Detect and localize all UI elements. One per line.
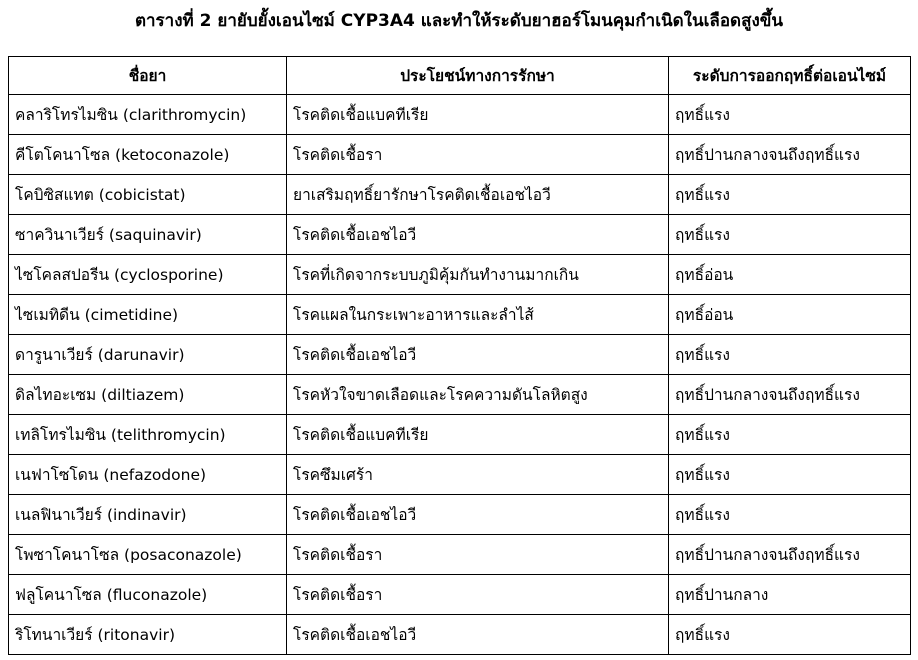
table-row <box>9 575 911 615</box>
cell-enzyme-level: ฤทธิ์ปานกลางจนถึงฤทธิ์แรง <box>669 535 911 575</box>
table-row <box>9 415 911 455</box>
table-row <box>9 135 911 175</box>
table-row <box>9 535 911 575</box>
table-row <box>9 455 911 495</box>
cell-therapeutic-use: โรคติดเชื้อแบคทีเรีย <box>287 95 669 135</box>
cell-therapeutic-use: โรคติดเชื้อเอชไอวี <box>287 495 669 535</box>
cell-drug-name: ดิลไทอะเซม (diltiazem) <box>9 375 287 415</box>
table-row <box>9 375 911 415</box>
cell-therapeutic-use: โรคที่เกิดจากระบบภูมิคุ้มกันทำงานมากเกิน <box>287 255 669 295</box>
table-row <box>9 215 911 255</box>
cell-drug-name: คลาริโทรไมซิน (clarithromycin) <box>9 95 287 135</box>
cell-enzyme-level: ฤทธิ์แรง <box>669 95 911 135</box>
header-therapeutic-use: ประโยชน์ทางการรักษา <box>287 57 669 95</box>
cell-therapeutic-use: โรคซึมเศร้า <box>287 455 669 495</box>
cell-therapeutic-use: โรคติดเชื้อแบคทีเรีย <box>287 415 669 455</box>
table-row <box>9 95 911 135</box>
cell-drug-name: ซาควินาเวียร์ (saquinavir) <box>9 215 287 255</box>
cell-therapeutic-use: โรคติดเชื้อรา <box>287 135 669 175</box>
table-row <box>9 255 911 295</box>
drug-table <box>8 56 911 655</box>
cell-enzyme-level: ฤทธิ์แรง <box>669 415 911 455</box>
cell-drug-name: ดารูนาเวียร์ (darunavir) <box>9 335 287 375</box>
cell-enzyme-level: ฤทธิ์แรง <box>669 615 911 655</box>
cell-therapeutic-use: โรคติดเชื้อเอชไอวี <box>287 215 669 255</box>
cell-enzyme-level: ฤทธิ์ปานกลางจนถึงฤทธิ์แรง <box>669 135 911 175</box>
cell-therapeutic-use: โรคหัวใจขาดเลือดและโรคความดันโลหิตสูง <box>287 375 669 415</box>
cell-enzyme-level: ฤทธิ์แรง <box>669 495 911 535</box>
table-row <box>9 295 911 335</box>
cell-drug-name: โคบิซิสแทต (cobicistat) <box>9 175 287 215</box>
cell-drug-name: เนฟาโซโดน (nefazodone) <box>9 455 287 495</box>
cell-enzyme-level: ฤทธิ์แรง <box>669 215 911 255</box>
header-drug-name: ชื่อยา <box>9 57 287 95</box>
cell-enzyme-level: ฤทธิ์แรง <box>669 175 911 215</box>
table-row <box>9 495 911 535</box>
cell-enzyme-level: ฤทธิ์อ่อน <box>669 255 911 295</box>
cell-drug-name: เทลิโทรไมซิน (telithromycin) <box>9 415 287 455</box>
cell-therapeutic-use: โรคติดเชื้อรา <box>287 575 669 615</box>
cell-drug-name: ไซโคลสปอรีน (cyclosporine) <box>9 255 287 295</box>
cell-enzyme-level: ฤทธิ์แรง <box>669 455 911 495</box>
cell-drug-name: โพซาโคนาโซล (posaconazole) <box>9 535 287 575</box>
cell-enzyme-level: ฤทธิ์แรง <box>669 335 911 375</box>
table-row <box>9 335 911 375</box>
cell-drug-name: ริโทนาเวียร์ (ritonavir) <box>9 615 287 655</box>
cell-therapeutic-use: โรคแผลในกระเพาะอาหารและลำไส้ <box>287 295 669 335</box>
cell-therapeutic-use: โรคติดเชื้อเอชไอวี <box>287 615 669 655</box>
cell-therapeutic-use: โรคติดเชื้อรา <box>287 535 669 575</box>
cell-enzyme-level: ฤทธิ์ปานกลางจนถึงฤทธิ์แรง <box>669 375 911 415</box>
cell-enzyme-level: ฤทธิ์ปานกลาง <box>669 575 911 615</box>
header-enzyme-level: ระดับการออกฤทธิ์ต่อเอนไซม์ <box>669 57 911 95</box>
table-title: ตารางที่ 2 ยายับยั้งเอนไซม์ CYP3A4 และทำให้ระดับยาฮอร์โมนคุมกำเนิดในเลือดสูงขึ้น <box>134 11 784 31</box>
cell-drug-name: คีโตโคนาโซล (ketoconazole) <box>9 135 287 175</box>
cell-enzyme-level: ฤทธิ์อ่อน <box>669 295 911 335</box>
table-row <box>9 175 911 215</box>
table-row <box>9 615 911 655</box>
cell-drug-name: เนลฟินาเวียร์ (indinavir) <box>9 495 287 535</box>
cell-therapeutic-use: ยาเสริมฤทธิ์ยารักษาโรคติดเชื้อเอชไอวี <box>287 175 669 215</box>
table-header-row <box>9 57 911 95</box>
table-body <box>9 95 911 655</box>
cell-therapeutic-use: โรคติดเชื้อเอชไอวี <box>287 335 669 375</box>
cell-drug-name: ไซเมทิดีน (cimetidine) <box>9 295 287 335</box>
cell-drug-name: ฟลูโคนาโซล (fluconazole) <box>9 575 287 615</box>
